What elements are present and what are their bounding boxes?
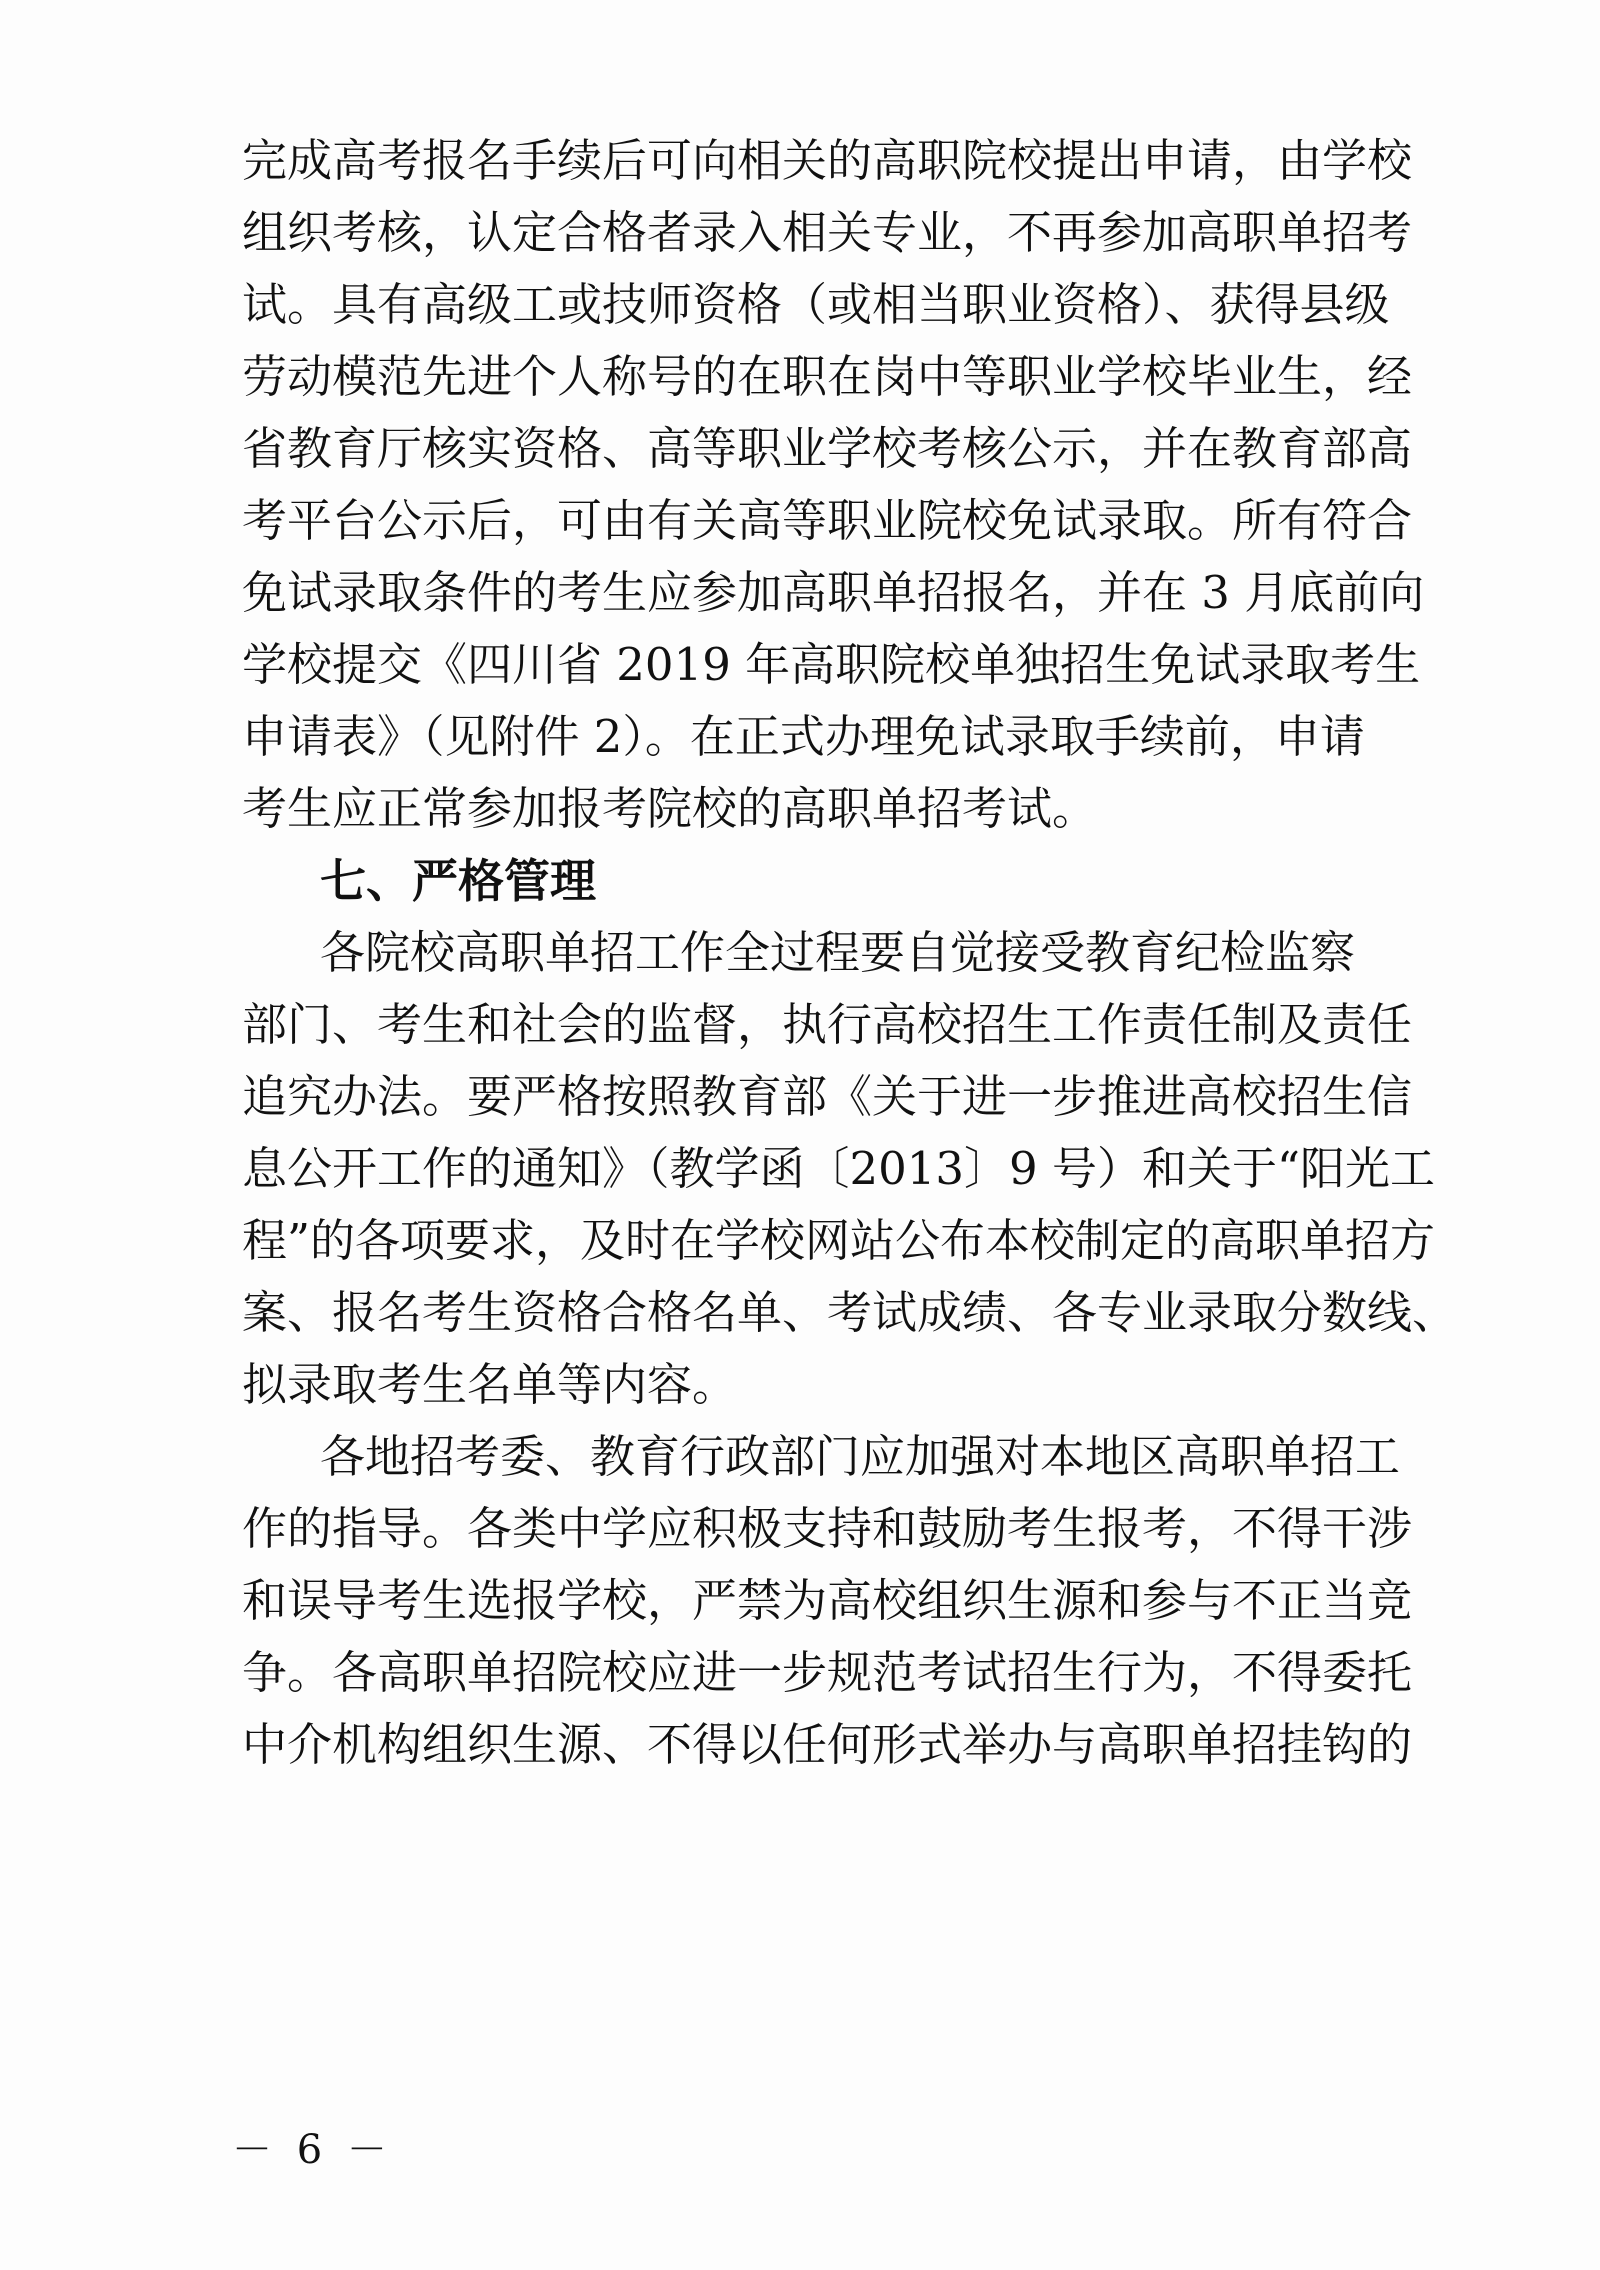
paragraph-line: 案、报名考生资格合格名单、考试成绩、各专业录取分数线、 [242,1286,1458,1339]
paragraph-line: 省教育厅核实资格、高等职业学校考核公示，并在教育部高 [242,422,1413,475]
paragraph-line: 组织考核，认定合格者录入相关专业，不再参加高职单招考 [242,206,1413,259]
paragraph-line: 追究办法。要严格按照教育部《关于进一步推进高校招生信 [242,1070,1413,1123]
paragraph-line: 考平台公示后，可由有关高等职业院校免试录取。所有符合 [242,494,1413,547]
paragraph-line: 劳动模范先进个人称号的在职在岗中等职业学校毕业生，经 [242,350,1413,403]
paragraph-line: 作的指导。各类中学应积极支持和鼓励考生报考，不得干涉 [242,1502,1413,1555]
paragraph-line: 完成高考报名手续后可向相关的高职院校提出申请，由学校 [242,134,1413,187]
paragraph-line: 考生应正常参加报考院校的高职单招考试。 [242,782,1098,835]
paragraph-line: 争。各高职单招院校应进一步规范考试招生行为，不得委托 [242,1646,1413,1699]
paragraph-line: 和误导考生选报学校，严禁为高校组织生源和参与不正当竞 [242,1574,1413,1627]
page-number: － 6 － [232,2127,393,2173]
paragraph-line: 各地招考委、教育行政部门应加强对本地区高职单招工 [320,1430,1401,1483]
section-heading: 七、严格管理 [320,854,596,908]
paragraph-line: 试。具有高级工或技师资格（或相当职业资格）、获得县级 [242,278,1390,331]
paragraph-line: 程”的各项要求，及时在学校网站公布本校制定的高职单招方 [242,1214,1436,1267]
paragraph-line: 免试录取条件的考生应参加高职单招报名，并在 3 月底前向 [242,566,1425,619]
paragraph-line: 中介机构组织生源、不得以任何形式举办与高职单招挂钩的 [242,1718,1413,1771]
paragraph-line: 息公开工作的通知》（教学函〔2013〕9 号）和关于“阳光工 [242,1142,1435,1195]
paragraph-line: 部门、考生和社会的监督，执行高校招生工作责任制及责任 [242,998,1413,1051]
paragraph-line: 申请表》（见附件 2）。在正式办理免试录取手续前，申请 [242,710,1365,763]
paragraph-line: 学校提交《四川省 2019 年高职院校单独招生免试录取考生 [242,638,1421,691]
paragraph-line: 拟录取考生名单等内容。 [242,1358,738,1411]
paragraph-line: 各院校高职单招工作全过程要自觉接受教育纪检监察 [320,926,1356,979]
